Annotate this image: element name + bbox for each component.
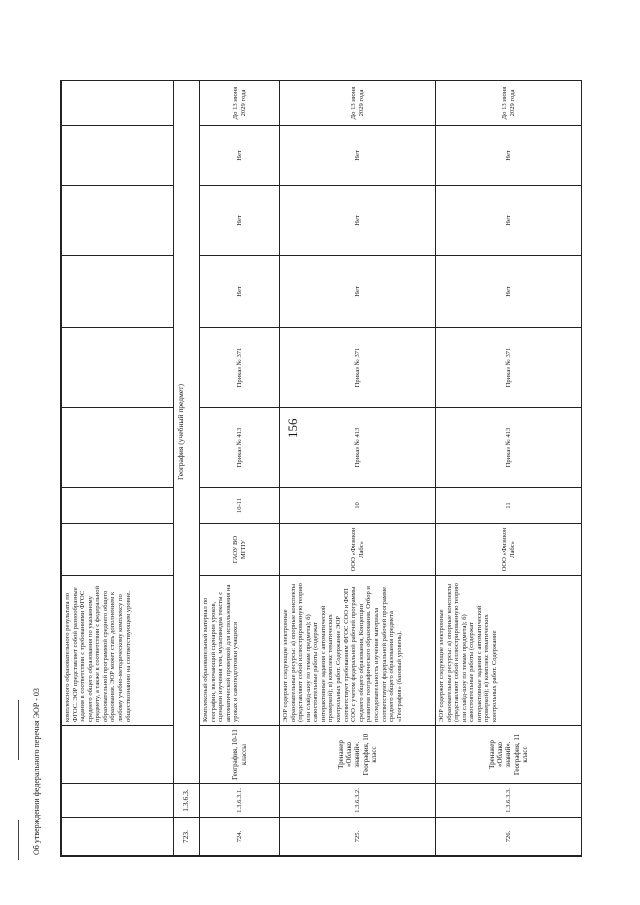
scan-mark	[18, 820, 19, 860]
row-flag-2: Нет	[280, 186, 436, 256]
table-row	[436, 81, 582, 856]
row-order-2: Приказ № 371	[436, 328, 582, 408]
section-title: География (учебный предмет)	[174, 81, 200, 784]
page-number: 156	[285, 418, 300, 438]
row-flag-2: Нет	[436, 186, 582, 256]
row-organization: ООО «Физикон Лабс»	[280, 524, 436, 576]
row-code: 1.3.6.3.3.	[436, 784, 582, 818]
row-description: ЭОР содержит следующие электронные образовательные ресурсы: а) опорные конспекты (представляют собой иллюстрированную теорию или слайд-шоу по темам предмета); б) самостоятельные работы (содержат интерактивные задания с автоматической проверкой); в) комплекс тематических контрольных работ. Содержание	[436, 576, 582, 726]
row-organization: ГАОУ ВО МГПУ	[200, 524, 280, 576]
row-order-1: Приказ № 413	[280, 408, 436, 488]
row-grade: 11	[436, 488, 582, 524]
row-grade	[62, 488, 174, 524]
row-date: До 13 июня 2029 года	[436, 81, 582, 126]
row-order-2: Приказ № 371	[200, 328, 280, 408]
row-grade: 10	[280, 488, 436, 524]
row-flag-1: Нет	[436, 256, 582, 328]
row-title: Тренажер «Облако знаний». География, 10 класс	[280, 726, 436, 784]
scan-mark	[18, 700, 19, 760]
row-description: Комплексный образовательный материал по географии, включающий сценарии уроков, сценарии изучения тем, мультимедиа тексты с автоматической проверкой для использования на уроках и самоподготовки учащихся	[200, 576, 280, 726]
row-code: 1.3.6.3.1.	[200, 784, 280, 818]
row-title: География, 10-11 классы	[200, 726, 280, 784]
document-sheet	[60, 80, 582, 857]
row-title: Тренажер «Облако знаний». География, 11 класс	[436, 726, 582, 784]
row-description: комплексного образовательного результата по ФГОС. ЭОР представляет собой разнообразные задания в соответствии с требованиями ФГОС среднего общего образования по указанному предмету, а также в соответствии с федеральной образовательной программой среднего общего образования. ЭОР может стать дополнением к любому учебно-методическому комплексу по обществознанию на соответствующем уровне.	[62, 576, 174, 726]
row-organization: ООО «Физикон Лабс»	[436, 524, 582, 576]
row-order-2	[62, 328, 174, 408]
row-flag-1: Нет	[200, 256, 280, 328]
table-row	[200, 81, 280, 856]
row-number: 726.	[436, 818, 582, 856]
table-row	[174, 81, 200, 856]
row-order-2: Приказ № 371	[280, 328, 436, 408]
row-flag-2: Нет	[200, 186, 280, 256]
resource-table	[61, 80, 582, 856]
footer-note: Об утверждении федерального перечня ЭОР - 03	[32, 688, 41, 855]
row-code	[62, 784, 174, 818]
row-number: 725.	[280, 818, 436, 856]
row-grade: 10-11	[200, 488, 280, 524]
table-row	[280, 81, 436, 856]
row-flag-1	[62, 256, 174, 328]
row-number: 723.	[174, 818, 200, 856]
table-row	[62, 81, 174, 856]
row-flag-3	[62, 126, 174, 186]
row-order-1: Приказ № 413	[200, 408, 280, 488]
row-flag-3: Нет	[200, 126, 280, 186]
row-flag-2	[62, 186, 174, 256]
row-flag-3: Нет	[280, 126, 436, 186]
row-code: 1.3.6.3.2.	[280, 784, 436, 818]
row-order-1	[62, 408, 174, 488]
row-number	[62, 818, 174, 856]
row-organization	[62, 524, 174, 576]
row-number: 724.	[200, 818, 280, 856]
row-flag-3: Нет	[436, 126, 582, 186]
rotated-table-wrapper	[61, 81, 581, 856]
row-title	[62, 726, 174, 784]
row-date: До 13 июня 2029 года	[200, 81, 280, 126]
row-date: До 13 июня 2029 года	[280, 81, 436, 126]
row-code: 1.3.6.3.	[174, 784, 200, 818]
row-date	[62, 81, 174, 126]
row-description: ЭОР содержит следующие электронные образовательные ресурсы: а) опорные конспекты (представляют собой иллюстрированную теорию или слайд-шоу по темам предмета); б) самостоятельные работы (содержат интерактивные задания с автоматической проверкой); в) комплекс тематических контрольных работ. Содержание ЭОР соответствует требованиям ФГОС СОО и ФОП СОО с учетом федеральной рабочей программы среднего общего образования, Концепции развития географического образования. Отбор и последовательность изучения материала соответствуют федеральной рабочей программе среднего общего образования предмета «География» (базовый уровень).	[280, 576, 436, 726]
row-flag-1: Нет	[280, 256, 436, 328]
row-order-1: Приказ № 413	[436, 408, 582, 488]
